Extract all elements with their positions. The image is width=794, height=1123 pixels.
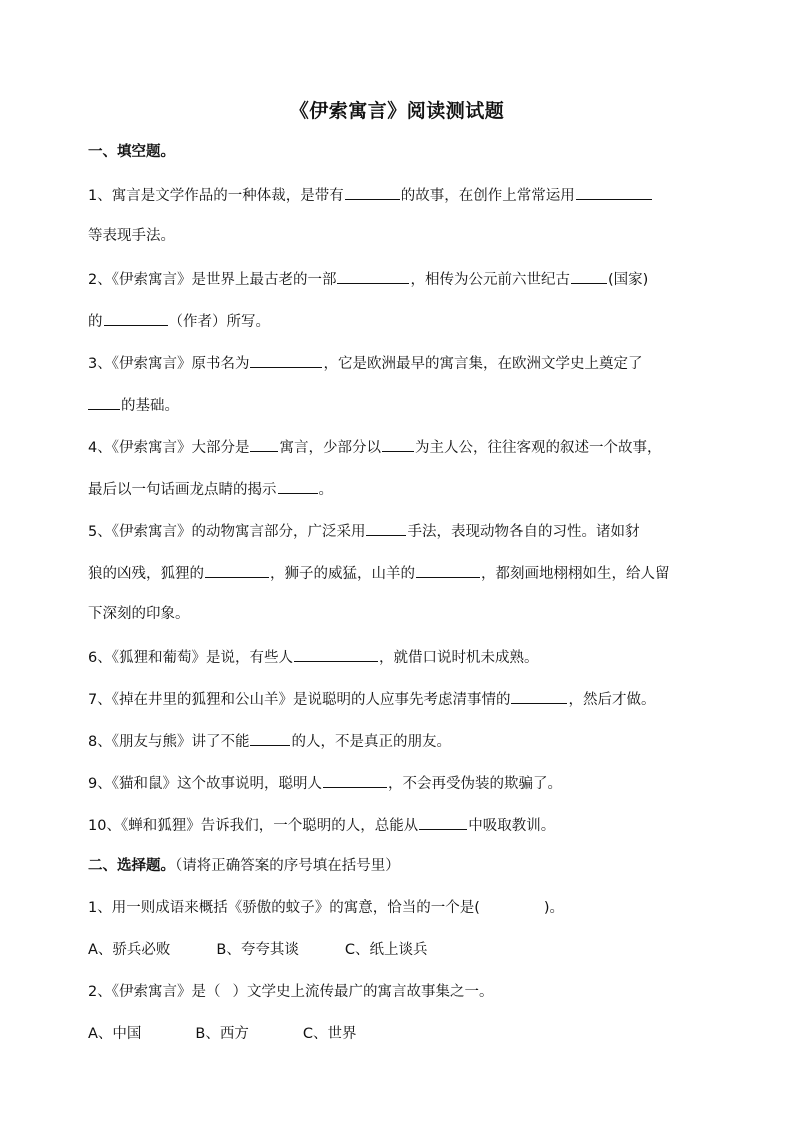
choice-question-1: 1、用一则成语来概括《骄傲的蚊子》的寓意，恰当的一个是( )。	[88, 900, 565, 916]
question-8: 8、《朋友与熊》讲了不能 的人，不是真正的朋友。	[88, 730, 708, 752]
question-5-line-3: 下深刻的印象。	[88, 606, 190, 622]
answer-blank[interactable]	[88, 394, 120, 410]
section-heading-multiple-choice: 二、选择题。（请将正确答案的序号填在括号里）	[88, 858, 400, 874]
answer-blank[interactable]	[250, 730, 290, 746]
answer-blank[interactable]	[345, 184, 400, 200]
choice-question-1-options	[88, 940, 708, 960]
option-b[interactable]: B、西方	[195, 1026, 249, 1042]
answer-blank[interactable]	[250, 436, 278, 452]
question-5-line-2: 狼的凶残，狐狸的 ，狮子的威猛，山羊的 ，都刻画地栩栩如生，给人留	[88, 562, 708, 584]
choice-question-2-options	[88, 1024, 708, 1044]
answer-blank[interactable]	[571, 268, 607, 284]
answer-blank[interactable]	[250, 352, 322, 368]
section-heading-fill-blank: 一、填空题。	[88, 144, 175, 160]
answer-blank[interactable]	[337, 268, 409, 284]
answer-blank[interactable]	[366, 520, 406, 536]
question-5-line-1: 5、《伊索寓言》的动物寓言部分，广泛采用 手法，表现动物各自的习性。诸如豺	[88, 520, 708, 542]
answer-blank[interactable]	[511, 688, 567, 704]
choice-question-2: 2、《伊索寓言》是（ ）文学史上流传最广的寓言故事集之一。	[88, 984, 494, 1000]
question-2-line-1: 2、《伊索寓言》是世界上最古老的一部 ，相传为公元前六世纪古 (国家)	[88, 268, 708, 290]
question-7: 7、《掉在井里的狐狸和公山羊》是说聪明的人应事先考虑清事情的 ，然后才做。	[88, 688, 708, 710]
answer-blank[interactable]	[294, 646, 378, 662]
answer-blank[interactable]	[576, 184, 652, 200]
answer-blank[interactable]	[419, 814, 467, 830]
option-b[interactable]: B、夸夸其谈	[216, 942, 299, 958]
answer-blank[interactable]	[416, 562, 480, 578]
answer-blank[interactable]	[205, 562, 269, 578]
question-4-line-2: 最后以一句话画龙点睛的揭示 。	[88, 478, 708, 500]
answer-blank[interactable]	[382, 436, 414, 452]
option-c[interactable]: C、纸上谈兵	[344, 942, 428, 958]
question-9: 9、《猫和鼠》这个故事说明，聪明人 ，不会再受伪装的欺骗了。	[88, 772, 708, 794]
answer-blank[interactable]	[323, 772, 387, 788]
question-3-line-2: 的基础。	[88, 394, 708, 416]
question-10: 10、《蝉和狐狸》告诉我们，一个聪明的人，总能从 中吸取教训。	[88, 814, 708, 836]
question-2-line-2: 的 （作者）所写。	[88, 310, 708, 332]
page-title: 《伊索寓言》阅读测试题	[289, 100, 505, 122]
option-c[interactable]: C、世界	[302, 1026, 357, 1042]
question-1-line-1: 1、寓言是文学作品的一种体裁，是带有 的故事，在创作上常常运用	[88, 184, 708, 206]
answer-blank[interactable]	[278, 478, 318, 494]
option-a[interactable]: A、骄兵必败	[88, 942, 171, 958]
answer-blank[interactable]	[104, 310, 168, 326]
question-6: 6、《狐狸和葡萄》是说，有些人 ，就借口说时机未成熟。	[88, 646, 708, 668]
question-3-line-1: 3、《伊索寓言》原书名为 ，它是欧洲最早的寓言集，在欧洲文学史上奠定了	[88, 352, 708, 374]
option-a[interactable]: A、中国	[88, 1026, 142, 1042]
question-4-line-1: 4、《伊索寓言》大部分是 寓言，少部分以 为主人公，往往客观的叙述一个故事，	[88, 436, 708, 458]
question-1-line-2: 等表现手法。	[88, 228, 175, 244]
